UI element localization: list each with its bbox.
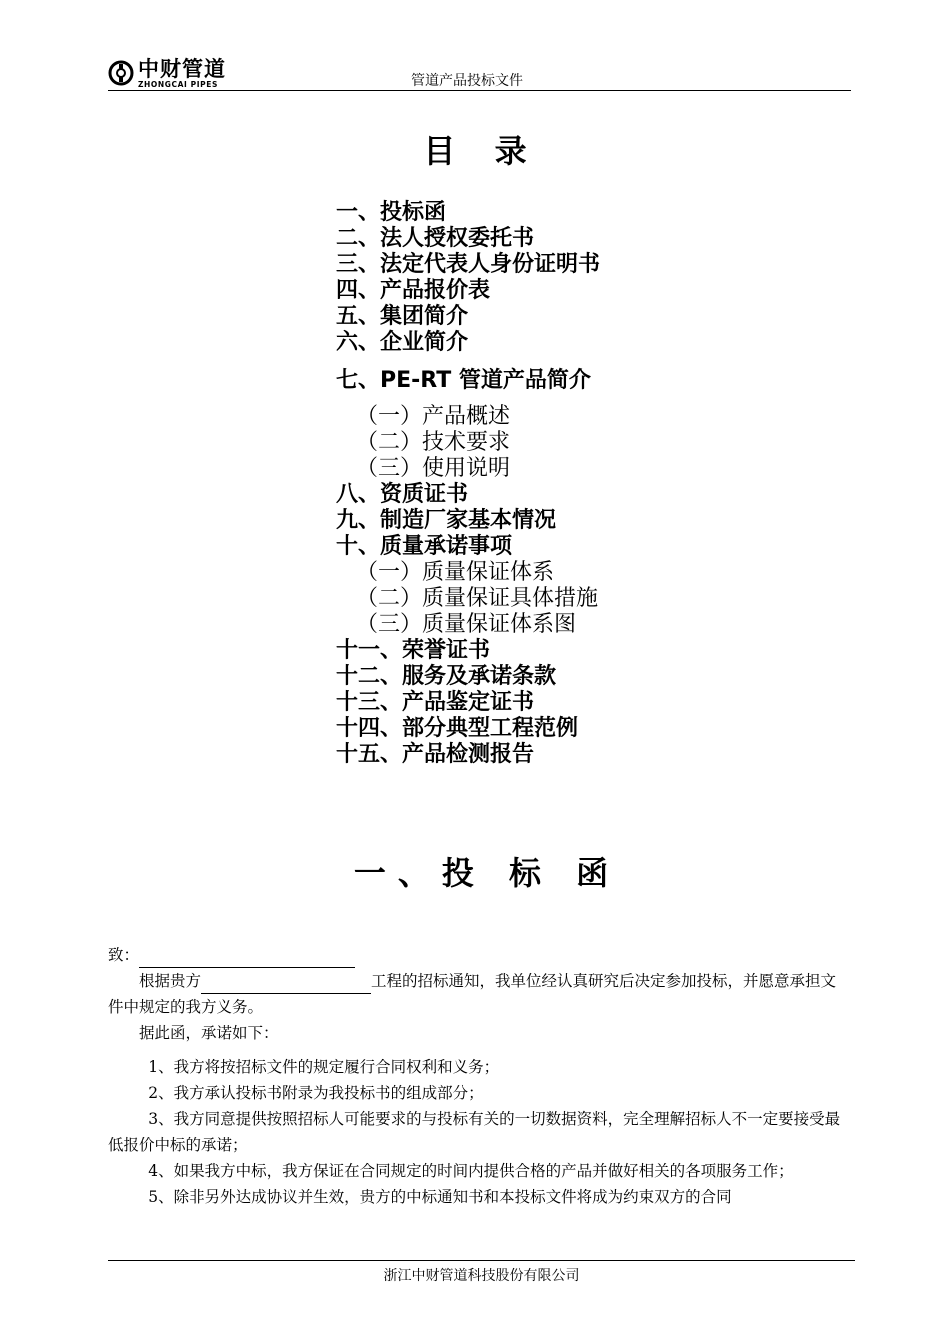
toc-item: 九、制造厂家基本情况	[336, 508, 557, 533]
toc-item: 十一、荣誉证书	[336, 638, 491, 663]
toc-subitem: （一）质量保证体系	[356, 560, 555, 585]
toc-item: 二、法人授权委托书	[336, 226, 535, 251]
toc-item: 十、质量承诺事项	[336, 534, 513, 559]
toc-item: 六、企业简介	[336, 330, 469, 355]
header-title: 管道产品投标文件	[411, 73, 523, 89]
page-footer	[108, 1260, 855, 1285]
footer-company: 浙江中财管道科技股份有限公司	[383, 1268, 580, 1284]
list-item: 5、除非另外达成协议并生效，贵方的中标通知书和本投标文件将成为约束双方的合同	[148, 1188, 732, 1206]
page-header	[108, 56, 851, 91]
list-item: 3、我方同意提供按照招标人可能要求的与投标有关的一切数据资料，完全理解招标人不一定要接受最低报价中标的承诺；	[108, 1110, 841, 1154]
toc-item: 七、PE-RT 管道产品简介	[336, 368, 591, 393]
paragraph-intro	[108, 968, 851, 1020]
toc-subitem: （三）使用说明	[356, 456, 511, 481]
to-label: 致：	[108, 946, 140, 964]
para1-start: 根据贵方	[139, 972, 202, 990]
toc-item: 八、资质证书	[336, 482, 469, 507]
addressee-line	[108, 942, 851, 968]
logo-text-cn: 中财管道	[138, 57, 226, 81]
toc-item: 一、投标函	[336, 200, 447, 225]
toc-item: 十五、产品检测报告	[336, 742, 535, 767]
logo-text-en: ZHONGCAI PIPES	[138, 80, 218, 89]
section-title: 一、投 标 函	[353, 854, 621, 892]
list-item: 1、我方将按招标文件的规定履行合同权利和义务；	[148, 1058, 500, 1076]
toc-item: 十三、产品鉴定证书	[336, 690, 535, 715]
toc-subitem: （一）产品概述	[356, 404, 511, 429]
toc-item: 十二、服务及承诺条款	[336, 664, 557, 689]
para1-end: 工程的招标通知，我单位经认真研究后决定参加投标，并愿意承担文件中规定的我方义务。	[108, 972, 837, 1016]
toc-subitem: （二）质量保证具体措施	[356, 586, 599, 611]
toc-item: 五、集团简介	[336, 304, 469, 329]
toc-item: 三、法定代表人身份证明书	[336, 252, 601, 277]
addressee-blank	[139, 949, 355, 968]
toc-item: 十四、部分典型工程范例	[336, 716, 579, 741]
toc-item: 四、产品报价表	[336, 278, 491, 303]
toc-subitem: （三）质量保证体系图	[356, 612, 577, 637]
project-name-blank	[201, 975, 371, 994]
list-item: 4、如果我方中标，我方保证在合同规定的时间内提供合格的产品并做好相关的各项服务工作；	[148, 1162, 794, 1180]
logo-icon	[108, 60, 134, 86]
toc-title: 目 录	[423, 132, 541, 170]
commitment-list	[108, 1054, 851, 1210]
list-item: 2、我方承认投标书附录为我投标书的组成部分；	[148, 1084, 484, 1102]
toc-subitem: （二）技术要求	[356, 430, 511, 455]
paragraph-commit: 据此函，承诺如下：	[139, 1024, 279, 1042]
table-of-contents	[336, 200, 856, 768]
